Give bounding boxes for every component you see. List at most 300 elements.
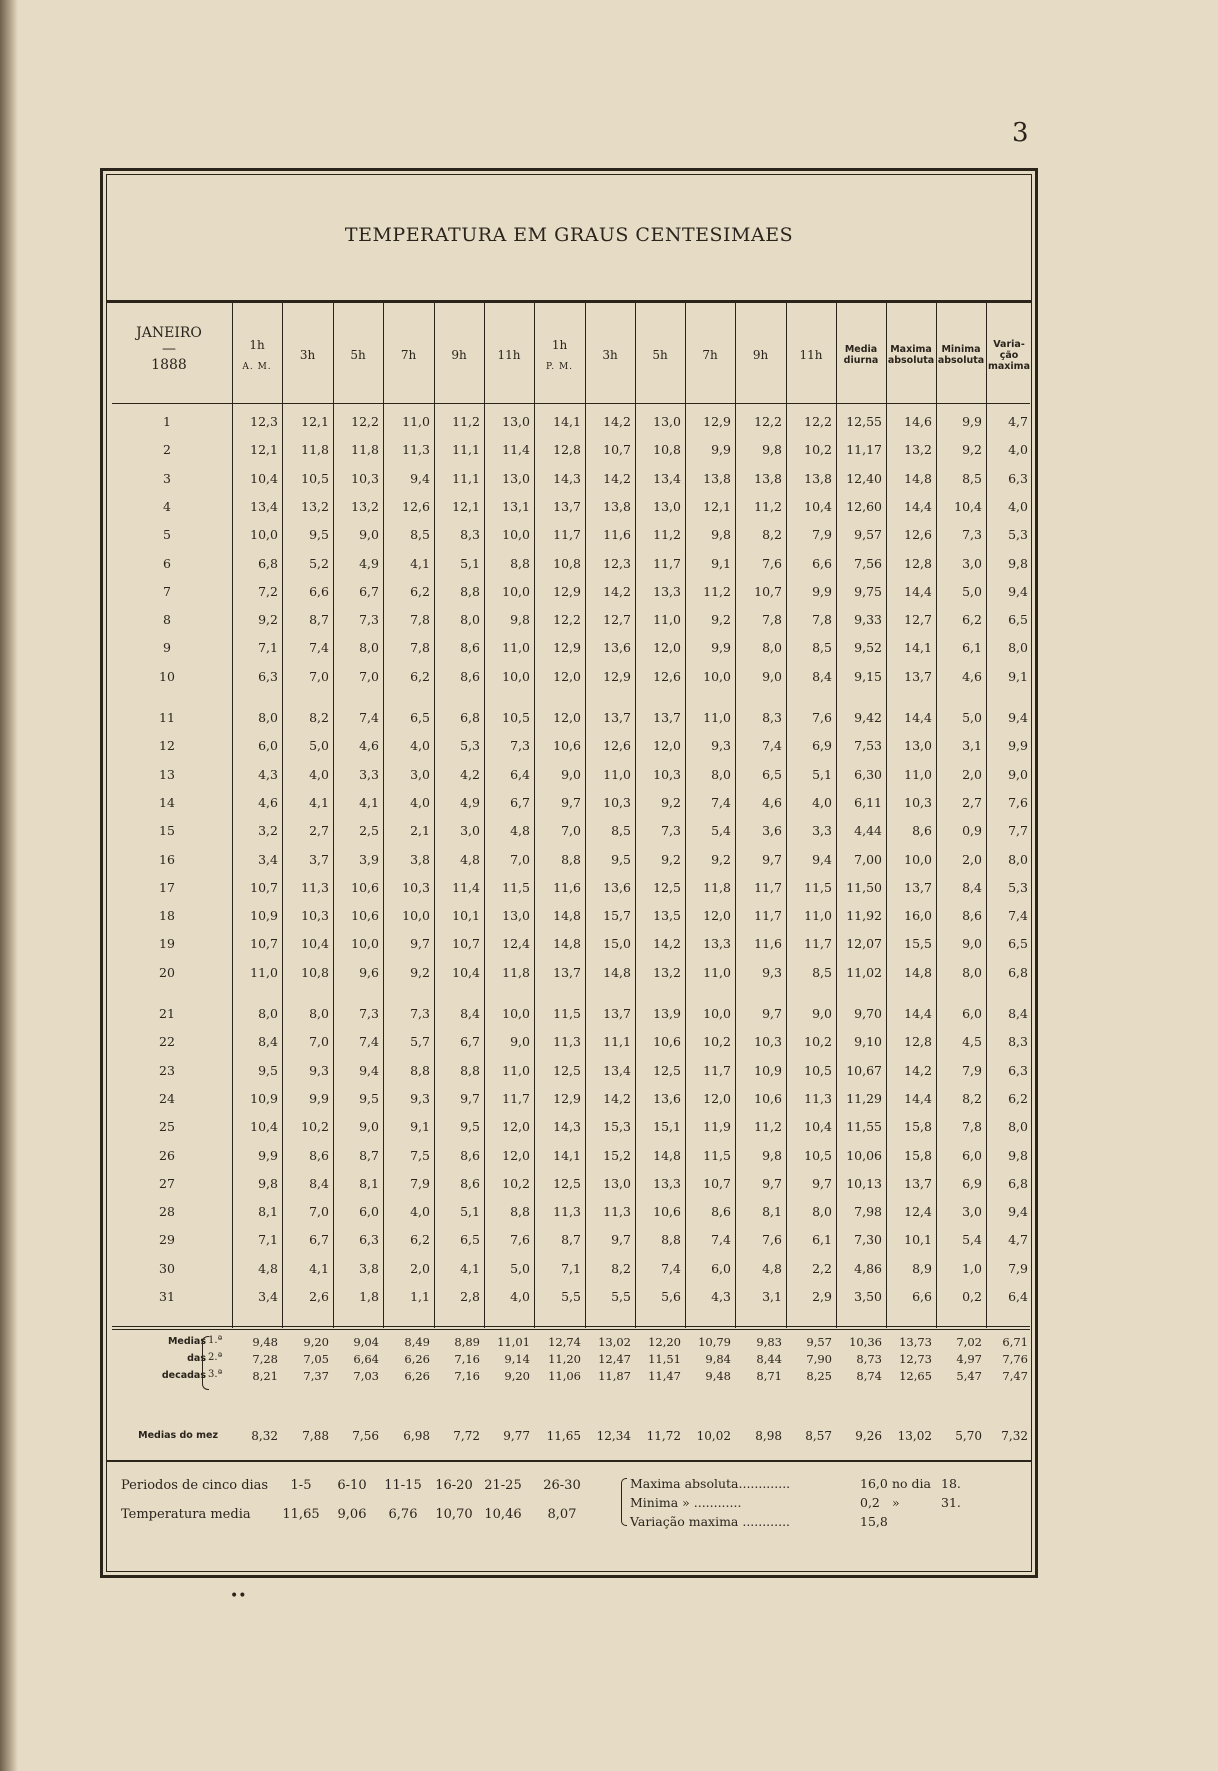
table-cell: 4,86 — [854, 1260, 882, 1276]
table-cell: 12,55 — [846, 414, 882, 429]
table-cell: 7,8 — [410, 612, 430, 628]
table-cell: 4,6 — [962, 668, 982, 684]
table-cell: 7,9 — [812, 527, 832, 543]
table-cell: 2,1 — [410, 823, 430, 839]
table-cell: 8,9 — [912, 1260, 932, 1276]
table-cell: 2,5 — [359, 823, 379, 839]
table-cell: 6,2 — [410, 1232, 430, 1248]
month-mean-cell: 11,65 — [546, 1429, 581, 1443]
table-cell: 13,6 — [603, 879, 631, 895]
table-cell: 7,1 — [561, 1260, 581, 1276]
table-cell: 6,7 — [309, 1232, 329, 1248]
table-cell: 7,4 — [359, 1034, 379, 1050]
table-cell: 6,3 — [1008, 1062, 1028, 1078]
table-cell: 5,6 — [661, 1289, 681, 1304]
table-cell: 13,0 — [603, 1175, 631, 1191]
table-cell: 13,4 — [250, 498, 278, 514]
table-cell: 8,0 — [1008, 851, 1028, 867]
table-cell: 5,0 — [962, 583, 982, 599]
decade-mean-cell: 11,20 — [548, 1352, 581, 1366]
hour-header — [484, 305, 534, 405]
table-cell: 6,9 — [962, 1175, 982, 1191]
summary-day: 31. — [941, 1495, 961, 1510]
decade-mean-cell: 10,36 — [849, 1335, 882, 1349]
hour-header — [383, 305, 434, 405]
decade-mean-cell: 7,03 — [353, 1369, 379, 1383]
month-mean-cell: 5,70 — [955, 1429, 982, 1443]
table-cell: 13,7 — [553, 498, 581, 514]
day-number: 24 — [159, 1090, 175, 1106]
hour-label: 7h — [400, 348, 417, 362]
table-cell: 8,0 — [962, 964, 982, 980]
table-cell: 6,11 — [854, 794, 882, 810]
table-cell: 14,8 — [603, 964, 631, 980]
day-number: 14 — [159, 794, 175, 810]
table-cell: 4,6 — [762, 794, 782, 810]
table-cell: 14,6 — [904, 414, 932, 429]
table-cell: 14,8 — [653, 1147, 681, 1163]
table-cell: 3,9 — [359, 851, 379, 867]
table-cell: 6,2 — [410, 583, 430, 599]
summary-value: 15,8 — [860, 1514, 888, 1529]
table-cell: 9,0 — [359, 1119, 379, 1135]
table-cell: 3,0 — [410, 766, 430, 782]
table-cell: 6,7 — [460, 1034, 480, 1050]
table-cell: 10,8 — [301, 964, 329, 980]
table-cell: 10,1 — [904, 1232, 932, 1248]
table-cell: 8,2 — [762, 527, 782, 543]
table-cell: 7,4 — [711, 1232, 731, 1248]
table-cell: 10,0 — [904, 851, 932, 867]
decade-mean-cell: 7,05 — [303, 1352, 329, 1366]
table-cell: 15,5 — [904, 936, 932, 952]
table-cell: 8,2 — [611, 1260, 631, 1276]
table-cell: 4,0 — [1008, 442, 1028, 458]
table-cell: 7,0 — [309, 668, 329, 684]
table-cell: 13,3 — [653, 1175, 681, 1191]
table-cell: 13,6 — [653, 1090, 681, 1106]
table-cell: 6,0 — [711, 1260, 731, 1276]
table-cell: 10,0 — [351, 936, 379, 952]
table-cell: 8,5 — [812, 964, 832, 980]
table-cell: 6,30 — [854, 766, 882, 782]
table-cell: 8,6 — [460, 640, 480, 656]
decade-mean-cell: 9,20 — [303, 1335, 329, 1349]
table-cell: 6,1 — [962, 640, 982, 656]
summary-value: 16,0 — [860, 1476, 888, 1491]
table-cell: 9,4 — [812, 851, 832, 867]
day-number: 3 — [163, 470, 171, 486]
table-cell: 6,6 — [812, 555, 832, 571]
table-cell: 4,3 — [711, 1289, 731, 1304]
table-cell: 6,5 — [1008, 936, 1028, 952]
table-cell: 10,4 — [804, 498, 832, 514]
table-cell: 14,3 — [553, 470, 581, 486]
table-cell: 12,3 — [603, 555, 631, 571]
table-cell: 6,5 — [410, 710, 430, 725]
hour-header — [786, 305, 836, 405]
table-cell: 5,3 — [460, 738, 480, 754]
table-cell: 12,2 — [754, 414, 782, 429]
decade-mean-cell: 9,83 — [756, 1335, 782, 1349]
table-cell: 8,0 — [711, 766, 731, 782]
decade-mean-cell: 7,47 — [1002, 1369, 1028, 1383]
decade-means-label: decadas — [161, 1370, 206, 1381]
table-cell: 10,67 — [846, 1062, 882, 1078]
header-line: Maxima — [890, 344, 932, 355]
day-number: 9 — [163, 640, 171, 656]
table-cell: 12,7 — [904, 612, 932, 628]
table-cell: 14,2 — [904, 1062, 932, 1078]
table-cell: 7,9 — [1008, 1260, 1028, 1276]
table-cell: 12,4 — [904, 1204, 932, 1220]
decade-mean-cell: 11,47 — [648, 1369, 681, 1383]
month-mean-cell: 10,02 — [696, 1429, 731, 1443]
hour-label: 9h — [752, 348, 769, 362]
table-cell: 11,0 — [402, 414, 430, 429]
table-cell: 7,4 — [711, 794, 731, 810]
table-cell: 5,3 — [1008, 879, 1028, 895]
table-cell: 11,0 — [603, 766, 631, 782]
table-cell: 16,0 — [904, 908, 932, 924]
table-cell: 11,2 — [452, 414, 480, 429]
decade-mean-cell: 4,97 — [956, 1352, 982, 1366]
table-cell: 13,8 — [703, 470, 731, 486]
summary-column-header — [886, 305, 936, 405]
table-cell: 6,5 — [460, 1232, 480, 1248]
decade-mean-cell: 7,37 — [303, 1369, 329, 1383]
decade-mean-cell: 11,01 — [497, 1335, 530, 1349]
header-line: maxima — [987, 360, 1030, 372]
table-cell: 6,8 — [1008, 1175, 1028, 1191]
table-cell: 9,2 — [410, 964, 430, 980]
decade-mean-cell: 8,21 — [252, 1369, 278, 1383]
decade-mean-cell: 7,02 — [956, 1335, 982, 1349]
day-number: 13 — [159, 766, 175, 782]
table-cell: 2,7 — [962, 794, 982, 810]
table-cell: 3,2 — [258, 823, 278, 839]
table-cell: 9,0 — [962, 936, 982, 952]
table-cell: 5,0 — [510, 1260, 530, 1276]
table-cell: 7,6 — [510, 1232, 530, 1248]
decade-mean-cell: 7,28 — [252, 1352, 278, 1366]
table-cell: 8,7 — [359, 1147, 379, 1163]
summary-value: 0,2 — [860, 1495, 880, 1510]
header-line: diurna — [843, 355, 879, 366]
decade-mean-cell: 8,73 — [856, 1352, 882, 1366]
table-cell: 11,0 — [250, 964, 278, 980]
period-range: 21-25 — [484, 1478, 522, 1493]
day-number: 25 — [159, 1119, 175, 1135]
table-cell: 9,3 — [762, 964, 782, 980]
table-cell: 8,0 — [812, 1204, 832, 1220]
table-cell: 10,9 — [250, 1090, 278, 1106]
table-cell: 11,0 — [703, 710, 731, 725]
decade-means-label: das — [187, 1353, 206, 1364]
decade-mean-cell: 9,04 — [353, 1335, 379, 1349]
table-cell: 11,1 — [603, 1034, 631, 1050]
table-cell: 7,4 — [1008, 908, 1028, 924]
month-mean-cell: 7,88 — [302, 1429, 329, 1443]
table-cell: 9,8 — [510, 612, 530, 628]
decade-mean-cell: 11,06 — [548, 1369, 581, 1383]
period-temperature: 6,76 — [388, 1507, 418, 1522]
table-cell: 9,8 — [1008, 1147, 1028, 1163]
month-mean-cell: 6,98 — [403, 1429, 430, 1443]
decade-means-label: Medias — [167, 1336, 206, 1347]
table-cell: 7,8 — [410, 640, 430, 656]
table-cell: 10,5 — [301, 470, 329, 486]
period-range: 1-5 — [290, 1478, 312, 1493]
table-cell: 10,0 — [502, 527, 530, 543]
table-cell: 11,3 — [553, 1204, 581, 1220]
table-cell: 12,0 — [703, 1090, 731, 1106]
table-cell: 15,3 — [603, 1119, 631, 1135]
month-mean-cell: 13,02 — [897, 1429, 932, 1443]
table-cell: 13,7 — [653, 710, 681, 725]
table-cell: 8,6 — [711, 1204, 731, 1220]
day-number: 12 — [159, 738, 175, 754]
temperature-media-label: Temperatura media — [121, 1507, 251, 1522]
month-mean-cell: 8,57 — [805, 1429, 832, 1443]
table-cell: 14,1 — [904, 640, 932, 656]
table-cell: 3,8 — [410, 851, 430, 867]
table-cell: 7,3 — [359, 1006, 379, 1021]
table-cell: 15,1 — [653, 1119, 681, 1135]
decade-mean-cell: 6,26 — [404, 1369, 430, 1383]
month-mean-cell: 9,77 — [503, 1429, 530, 1443]
table-cell: 6,0 — [962, 1006, 982, 1021]
table-cell: 14,8 — [553, 908, 581, 924]
table-cell: 9,2 — [258, 612, 278, 628]
table-cell: 13,4 — [603, 1062, 631, 1078]
table-cell: 13,4 — [653, 470, 681, 486]
table-cell: 8,3 — [1008, 1034, 1028, 1050]
table-cell: 13,7 — [603, 1006, 631, 1021]
table-cell: 11,2 — [754, 498, 782, 514]
table-cell: 11,6 — [603, 527, 631, 543]
table-cell: 7,0 — [309, 1034, 329, 1050]
day-number: 8 — [163, 612, 171, 628]
table-cell: 4,8 — [510, 823, 530, 839]
table-cell: 9,2 — [711, 851, 731, 867]
table-cell: 1,1 — [410, 1289, 430, 1304]
table-cell: 13,8 — [603, 498, 631, 514]
table-cell: 9,0 — [762, 668, 782, 684]
table-cell: 7,0 — [510, 851, 530, 867]
hour-header — [735, 305, 786, 405]
table-cell: 3,0 — [962, 555, 982, 571]
table-cell: 7,9 — [962, 1062, 982, 1078]
table-cell: 10,9 — [250, 908, 278, 924]
periods-label: Periodos de cinco dias — [121, 1478, 269, 1493]
table-cell: 6,7 — [359, 583, 379, 599]
table-cell: 13,0 — [904, 738, 932, 754]
decade-mean-cell: 8,49 — [404, 1335, 430, 1349]
means-bottom-rule — [106, 1460, 1032, 1462]
table-cell: 9,3 — [309, 1062, 329, 1078]
table-cell: 9,0 — [359, 527, 379, 543]
table-cell: 10,2 — [804, 1034, 832, 1050]
table-cell: 8,1 — [359, 1175, 379, 1191]
table-cell: 11,3 — [402, 442, 430, 458]
table-cell: 10,9 — [754, 1062, 782, 1078]
day-number: 20 — [159, 964, 175, 980]
table-cell: 10,2 — [703, 1034, 731, 1050]
month-mean-cell: 7,72 — [453, 1429, 480, 1443]
month-mean-cell: 8,98 — [755, 1429, 782, 1443]
table-cell: 4,1 — [410, 555, 430, 571]
table-cell: 12,9 — [553, 640, 581, 656]
table-cell: 11,29 — [846, 1090, 882, 1106]
table-cell: 7,9 — [410, 1175, 430, 1191]
table-cell: 6,2 — [410, 668, 430, 684]
table-cell: 6,7 — [510, 794, 530, 810]
day-number: 17 — [159, 879, 175, 895]
decade-mean-cell: 13,73 — [899, 1335, 932, 1349]
month-mean-cell: 12,34 — [596, 1429, 631, 1443]
table-cell: 10,0 — [703, 668, 731, 684]
table-cell: 4,0 — [812, 794, 832, 810]
table-cell: 7,4 — [309, 640, 329, 656]
table-cell: 8,4 — [309, 1175, 329, 1191]
table-cell: 11,2 — [653, 527, 681, 543]
table-cell: 2,6 — [309, 1289, 329, 1304]
table-cell: 4,44 — [854, 823, 882, 839]
hour-header — [534, 305, 585, 405]
table-cell: 11,3 — [804, 1090, 832, 1106]
table-cell: 7,56 — [854, 555, 882, 571]
table-cell: 14,4 — [904, 1090, 932, 1106]
table-cell: 10,5 — [502, 710, 530, 725]
table-cell: 12,0 — [553, 710, 581, 725]
table-cell: 9,2 — [661, 851, 681, 867]
table-cell: 11,0 — [653, 612, 681, 628]
table-cell: 11,02 — [846, 964, 882, 980]
day-number: 7 — [163, 583, 171, 599]
decade-mean-cell: 6,71 — [1002, 1335, 1028, 1349]
table-cell: 12,5 — [553, 1062, 581, 1078]
decade-mean-cell: 8,25 — [806, 1369, 832, 1383]
table-cell: 8,5 — [611, 823, 631, 839]
table-cell: 6,5 — [1008, 612, 1028, 628]
table-cell: 9,3 — [711, 738, 731, 754]
table-cell: 8,8 — [460, 1062, 480, 1078]
table-cell: 10,3 — [653, 766, 681, 782]
table-cell: 9,8 — [1008, 555, 1028, 571]
table-cell: 9,5 — [309, 527, 329, 543]
month-mean-cell: 7,56 — [352, 1429, 379, 1443]
table-cell: 14,4 — [904, 710, 932, 725]
decade-mean-cell: 10,79 — [698, 1335, 731, 1349]
decade-mean-cell: 7,90 — [806, 1352, 832, 1366]
table-cell: 8,6 — [962, 908, 982, 924]
table-cell: 8,8 — [561, 851, 581, 867]
table-cell: 4,7 — [1008, 414, 1028, 429]
day-number: 29 — [159, 1232, 175, 1248]
table-cell: 11,92 — [846, 908, 882, 924]
table-cell: 7,3 — [661, 823, 681, 839]
table-cell: 11,7 — [703, 1062, 731, 1078]
table-cell: 6,9 — [812, 738, 832, 754]
summary-extra: » — [892, 1495, 900, 1510]
decade-number: 2.ª — [208, 1352, 223, 1363]
decade-mean-cell: 7,16 — [454, 1352, 480, 1366]
table-cell: 12,9 — [553, 583, 581, 599]
table-cell: 9,52 — [854, 640, 882, 656]
table-cell: 15,2 — [603, 1147, 631, 1163]
table-cell: 6,4 — [1008, 1289, 1028, 1304]
table-cell: 12,7 — [603, 612, 631, 628]
table-cell: 8,6 — [309, 1147, 329, 1163]
decade-mean-cell: 9,14 — [504, 1352, 530, 1366]
table-cell: 5,1 — [812, 766, 832, 782]
table-cell: 8,5 — [410, 527, 430, 543]
table-cell: 10,4 — [452, 964, 480, 980]
table-cell: 10,0 — [502, 583, 530, 599]
table-cell: 8,2 — [962, 1090, 982, 1106]
hour-header — [635, 305, 685, 405]
table-cell: 5,4 — [711, 823, 731, 839]
table-cell: 13,0 — [502, 470, 530, 486]
month-mean-cell: 11,72 — [646, 1429, 681, 1443]
table-cell: 9,10 — [854, 1034, 882, 1050]
table-cell: 6,0 — [962, 1147, 982, 1163]
table-cell: 4,3 — [258, 766, 278, 782]
table-cell: 10,3 — [603, 794, 631, 810]
table-cell: 7,8 — [962, 1119, 982, 1135]
decade-mean-cell: 9,20 — [504, 1369, 530, 1383]
table-cell: 13,2 — [301, 498, 329, 514]
table-cell: 12,0 — [703, 908, 731, 924]
binding-gutter — [0, 0, 18, 1771]
table-cell: 12,0 — [502, 1119, 530, 1135]
period-temperature: 8,07 — [547, 1507, 577, 1522]
hour-label: 9h — [451, 348, 467, 362]
month-mean-cell: 7,32 — [1001, 1429, 1028, 1443]
am-label: A. M. — [242, 362, 272, 372]
table-cell: 7,6 — [762, 555, 782, 571]
table-cell: 5,1 — [460, 1204, 480, 1220]
table-cell: 8,8 — [410, 1062, 430, 1078]
table-cell: 7,5 — [410, 1147, 430, 1163]
decade-mean-cell: 9,48 — [252, 1335, 278, 1349]
table-cell: 9,8 — [711, 527, 731, 543]
table-cell: 13,1 — [502, 498, 530, 514]
summary-label: Variação maxima ............ — [630, 1514, 791, 1529]
day-number: 27 — [159, 1175, 175, 1191]
table-cell: 9,57 — [854, 527, 882, 543]
table-cell: 7,8 — [762, 612, 782, 628]
table-cell: 14,4 — [904, 1006, 932, 1021]
hour-header — [585, 305, 635, 405]
table-cell: 4,0 — [510, 1289, 530, 1304]
table-cell: 9,9 — [962, 414, 982, 429]
table-cell: 9,7 — [611, 1232, 631, 1248]
page-title: TEMPERATURA EM GRAUS CENTESIMAES — [344, 224, 794, 246]
table-cell: 10,4 — [804, 1119, 832, 1135]
table-cell: 5,1 — [460, 555, 480, 571]
table-cell: 13,3 — [703, 936, 731, 952]
table-cell: 12,3 — [250, 414, 278, 429]
table-cell: 13,2 — [653, 964, 681, 980]
table-cell: 13,7 — [553, 964, 581, 980]
table-cell: 9,7 — [410, 936, 430, 952]
decade-mean-cell: 12,73 — [899, 1352, 932, 1366]
month-mean-cell: 9,26 — [855, 1429, 882, 1443]
table-cell: 7,7 — [1008, 823, 1028, 839]
table-cell: 9,4 — [1008, 710, 1028, 725]
